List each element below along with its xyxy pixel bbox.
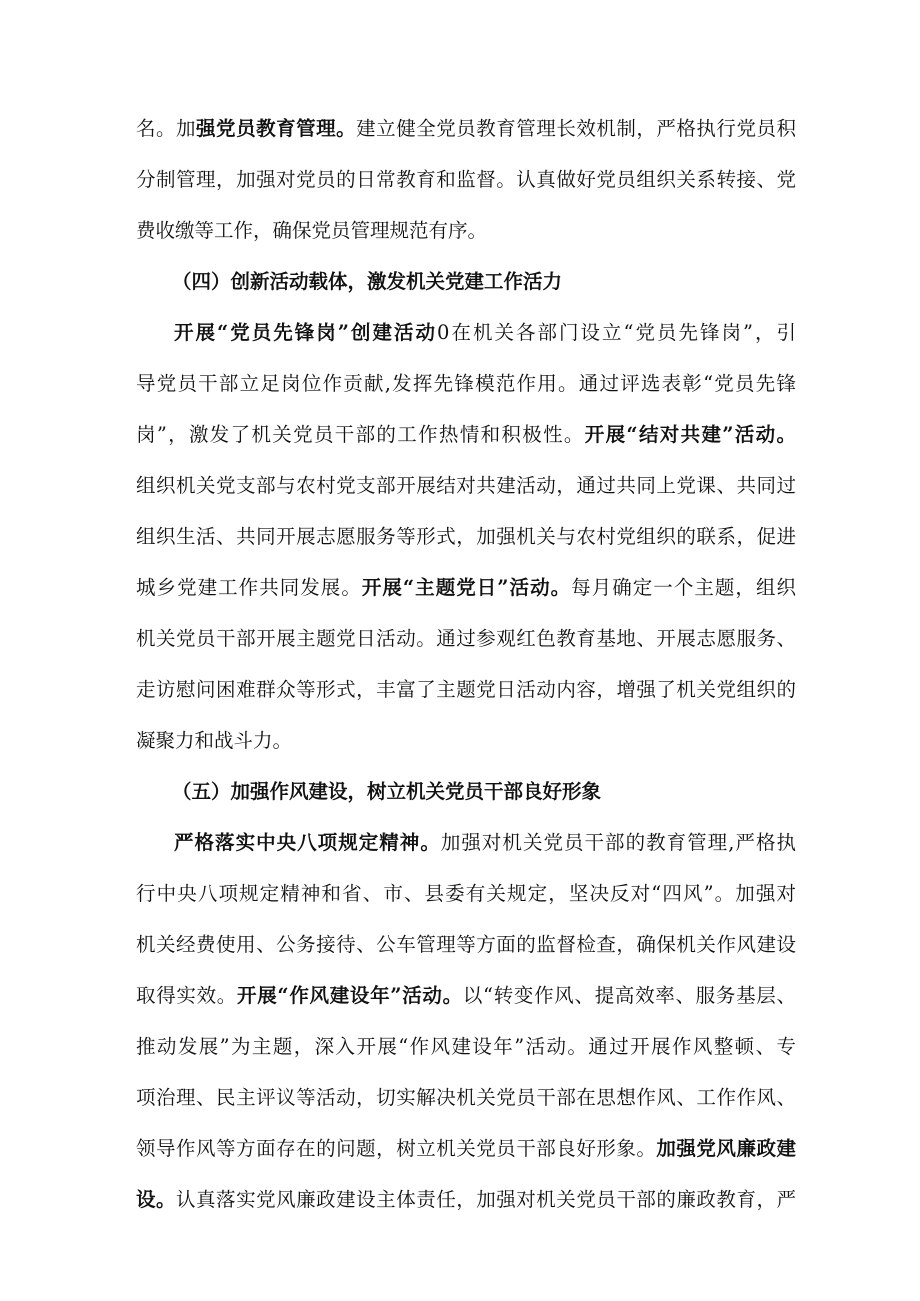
- text-line: [136, 1034, 796, 1060]
- bold-text-segment: 严格落实中央八项规定精神。: [174, 831, 441, 854]
- text-segment: 走访慰问困难群众等形式，丰富了主题党日活动内容，增强了机关党组织的: [136, 678, 796, 701]
- text-segment: 推动发展”为主题，深入开展“作风建设年”活动。通过开展作风整顿、专: [136, 1035, 796, 1058]
- text-segment: 认真落实党风廉政建设主体责任，加强对机关党员干部的廉政教育，严: [176, 1188, 796, 1211]
- heading-text: （四）创新活动载体，激发机关党建工作活力: [172, 270, 563, 293]
- text-segment: 加强对机关党员干部的教育管理,严格执: [440, 831, 796, 854]
- text-segment: 取得实效。: [136, 984, 237, 1007]
- text-line: [136, 218, 796, 244]
- text-line: [136, 728, 796, 754]
- text-line: [174, 320, 796, 346]
- text-line: [136, 881, 796, 907]
- text-segment: 导党员干部立足岗位作贡献,发挥先锋模范作用。通过评选表彰“党员先锋: [136, 372, 796, 395]
- text-line: [136, 1085, 796, 1111]
- text-segment: 分制管理，加强对党员的日常教育和监督。认真做好党员组织关系转接、党: [136, 168, 796, 191]
- bold-text-segment: 加强党风廉政建: [656, 1137, 796, 1160]
- text-segment: 凝聚力和战斗力。: [136, 729, 293, 752]
- text-line: [136, 983, 796, 1009]
- text-line: [136, 116, 796, 142]
- section-heading: [172, 269, 832, 295]
- text-segment: 名。加: [136, 117, 197, 140]
- text-line: [136, 167, 796, 193]
- text-segment: 组织生活、共同开展志愿服务等形式，加强机关与农村党组织的联系，促进: [136, 525, 796, 548]
- text-line: [136, 422, 796, 448]
- text-segment: 费收缴等工作，确保党员管理规范有序。: [136, 219, 488, 242]
- text-segment: 行中央八项规定精神和省、市、县委有关规定，坚决反对“四风”。加强对: [136, 882, 796, 905]
- text-segment: 组织机关党支部与农村党支部开展结对共建活动，通过共同上党课、共同过: [136, 474, 796, 497]
- bold-text-segment: 强党员教育管理。: [196, 117, 357, 140]
- text-segment: 以“转变作风、提高效率、服务基层、: [462, 984, 796, 1007]
- bold-text-segment: 开展“作风建设年”活动。: [237, 984, 463, 1007]
- text-segment: 项治理、民主评议等活动，切实解决机关党员干部在思想作风、工作作风、: [136, 1086, 796, 1109]
- text-segment: 领导作风等方面存在的问题，树立机关党员干部良好形象。: [136, 1137, 657, 1160]
- text-segment: 机关经费使用、公务接待、公车管理等方面的监督检查，确保机关作风建设: [136, 933, 796, 956]
- heading-text: （五）加强作风建设，树立机关党员干部良好形象: [172, 780, 602, 803]
- text-line: [174, 830, 796, 856]
- text-line: [136, 524, 796, 550]
- section-heading: [172, 779, 832, 805]
- bold-text-segment: 开展“主题党日”活动。: [361, 576, 572, 599]
- text-line: [136, 1187, 796, 1213]
- text-line: [136, 575, 796, 601]
- text-segment: 城乡党建工作共同发展。: [136, 576, 362, 599]
- text-line: [136, 626, 796, 652]
- text-line: [136, 473, 796, 499]
- bold-text-segment: 开展“结对共建”活动。: [584, 423, 796, 446]
- text-segment: 每月确定一个主题，组织: [571, 576, 796, 599]
- text-segment: 岗”，激发了机关党员干部的工作热情和积极性。: [136, 423, 585, 446]
- text-segment: 机关党员干部开展主题党日活动。通过参观红色教育基地、开展志愿服务、: [136, 627, 796, 650]
- text-line: [136, 677, 796, 703]
- bold-text-segment: 开展“党员先锋岗”创建活动: [174, 321, 438, 344]
- text-line: [136, 1136, 796, 1162]
- text-segment: 建立健全党员教育管理长效机制，严格执行党员积: [356, 117, 796, 140]
- bold-text-segment: 设。: [136, 1188, 177, 1211]
- text-line: [136, 932, 796, 958]
- text-segment: 0在机关各部门设立“党员先锋岗”，引: [437, 321, 796, 344]
- text-line: [136, 371, 796, 397]
